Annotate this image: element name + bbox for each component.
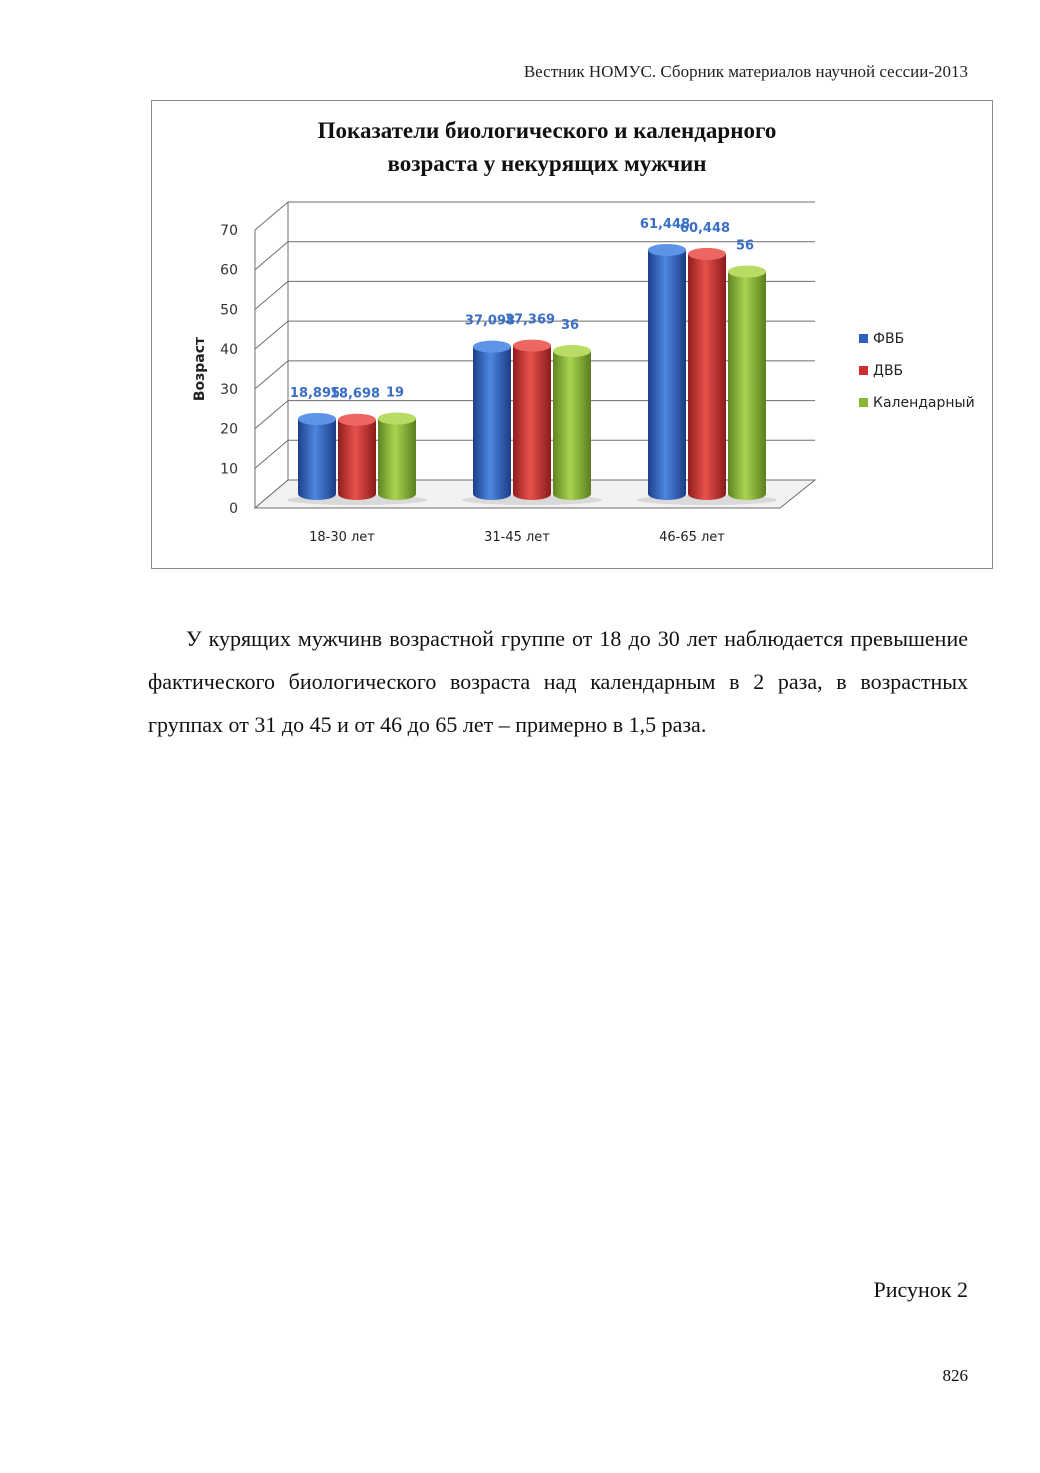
page-number: 826 [942, 1366, 968, 1385]
x-tick-label: 18-30 лет [309, 530, 375, 545]
data-label: 19 [385, 385, 405, 401]
bar-ФВБ [648, 250, 686, 500]
data-label: 37,098 [464, 313, 516, 329]
gridline-side [255, 242, 288, 270]
data-label: 36 [560, 318, 580, 334]
bar-ДВБ [688, 254, 726, 500]
y-tick-label: 20 [220, 421, 238, 438]
legend-swatch [859, 334, 868, 343]
bar-chart [152, 101, 992, 568]
bar-ДВБ [338, 420, 376, 500]
data-label: 61,448 [639, 216, 691, 232]
y-tick-label: 50 [220, 302, 238, 319]
bar-ФВБ [298, 419, 336, 500]
bar-top [298, 413, 336, 425]
figure-label: Рисунок 2 [873, 1277, 968, 1302]
bar-top [688, 248, 726, 260]
bar-Календарный [553, 351, 591, 500]
data-label: 37,369 [504, 312, 556, 328]
y-tick-label: 60 [220, 262, 238, 279]
gridline-side [255, 202, 288, 230]
y-axis-label: Возраст [192, 336, 208, 402]
gridline-side [255, 401, 288, 429]
bar-top [338, 414, 376, 426]
y-tick-label: 70 [220, 223, 238, 239]
legend-label: ДВБ [873, 363, 904, 379]
y-tick-label: 10 [220, 461, 238, 478]
legend-label: Календарный [873, 395, 975, 411]
bar-top [728, 266, 766, 278]
bar-ДВБ [513, 346, 551, 500]
data-label: 18,698 [329, 386, 381, 402]
bar-top [513, 340, 551, 352]
legend-label: ФВБ [873, 331, 905, 347]
x-tick-label: 31-45 лет [484, 530, 550, 545]
chart-container [151, 100, 993, 569]
chart-title-line: возраста у некурящих мужчин [387, 151, 707, 176]
bar-Календарный [728, 272, 766, 500]
bar-ФВБ [473, 347, 511, 500]
bar-top [648, 244, 686, 256]
data-label: 56 [735, 238, 755, 254]
gridline-side [255, 281, 288, 309]
body-paragraph: У курящих мужчинв возрастной группе от 18 до 30 лет наблюдается превышение фактического биологического возраста над календарным в 2 раза, в возрастных группах от 31 до 45 и от 46 до 65 лет – примерно в 1,5 раза. [148, 626, 968, 737]
x-tick-label: 46-65 лет [659, 530, 725, 545]
bar-top [553, 345, 591, 357]
legend-swatch [859, 366, 868, 375]
data-label: 60,448 [679, 220, 731, 236]
chart-title-line: Показатели биологического и календарного [317, 118, 777, 143]
data-label: 18,895 [289, 385, 341, 401]
bar-top [378, 413, 416, 425]
legend-swatch [859, 398, 868, 407]
bar-Календарный [378, 419, 416, 500]
running-header: Вестник НОМУС. Сборник материалов научной сессии-2013 [523, 62, 968, 81]
y-tick-label: 40 [220, 342, 238, 359]
gridline-side [255, 440, 288, 468]
y-tick-label: 0 [229, 501, 238, 517]
bar-top [473, 341, 511, 353]
y-tick-label: 30 [220, 381, 238, 398]
gridline-side [255, 361, 288, 389]
gridline-side [255, 321, 288, 349]
